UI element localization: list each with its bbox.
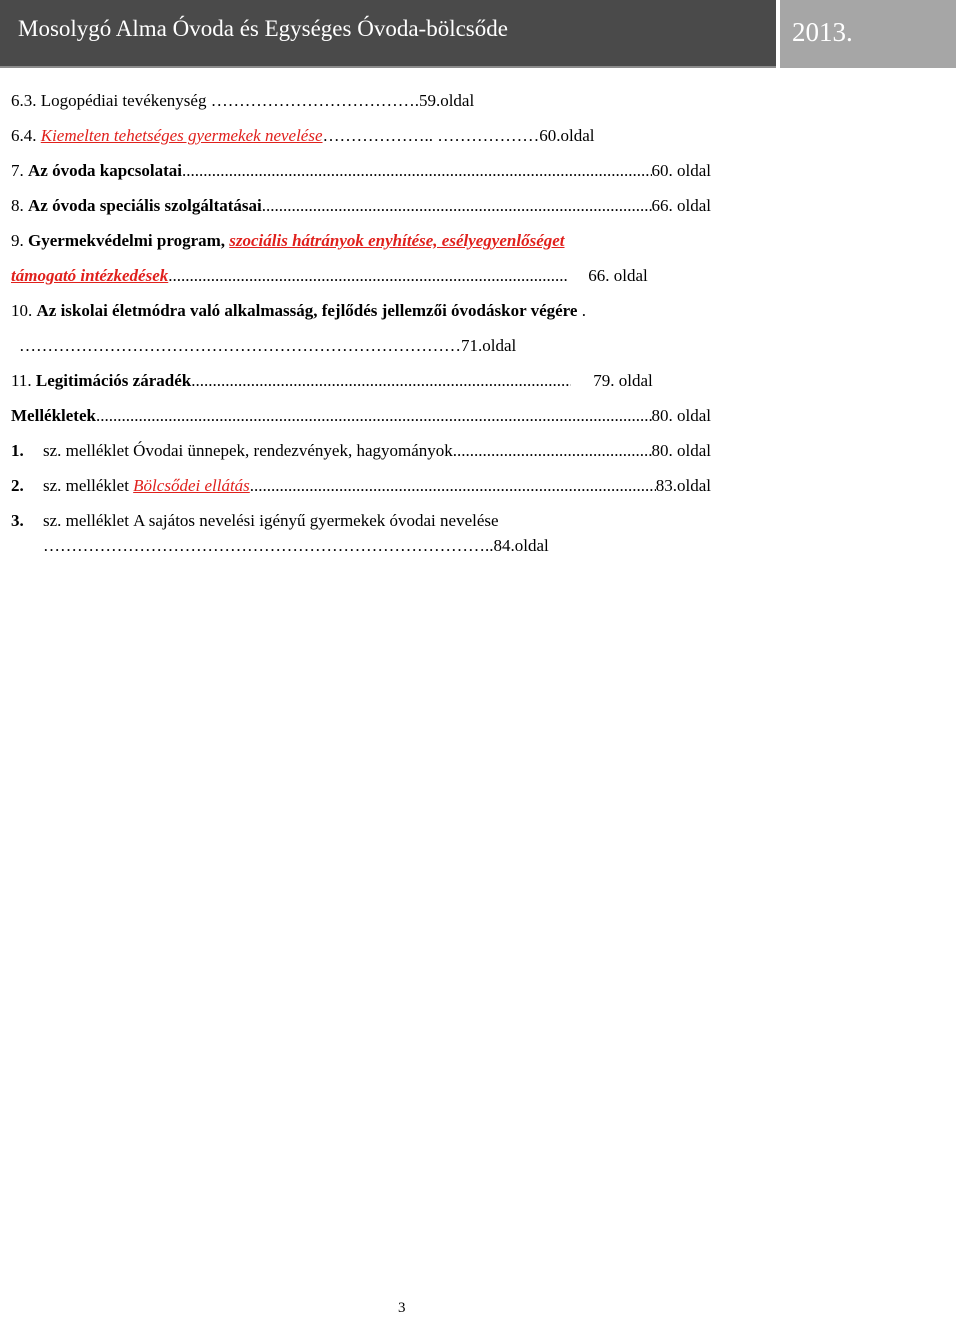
- toc-entry-number: 1.: [11, 441, 24, 460]
- toc-entry-title: Gyermekvédelmi program,: [28, 231, 226, 250]
- page-header: [0, 0, 960, 70]
- toc-entry-page: 84.oldal: [493, 536, 549, 555]
- toc-entry-page: 83.oldal: [655, 476, 711, 495]
- toc-entry-appendix-1[interactable]: [11, 438, 711, 464]
- toc-entry-appendices[interactable]: [11, 403, 711, 429]
- toc-entry-leader: [262, 193, 652, 219]
- toc-entry-appendix-2[interactable]: [11, 473, 711, 499]
- toc-entry-label: sz. melléklet: [43, 511, 129, 530]
- toc-entry-number: 11.: [11, 371, 32, 390]
- toc-entry-link[interactable]: Kiemelten tehetséges gyermekek nevelése: [40, 126, 323, 145]
- toc-entry-number: 6.3.: [11, 91, 37, 110]
- toc-entry-title: Legitimációs záradék: [35, 371, 192, 390]
- toc-entry-title: Az óvoda kapcsolatai: [28, 161, 182, 180]
- toc-entry-label: sz. melléklet: [43, 441, 129, 460]
- header-title: Mosolygó Alma Óvoda és Egységes Óvoda-bölcsőde: [0, 0, 776, 68]
- toc-entry-link[interactable]: szociális hátrányok enyhítése, esélyegyenlőséget: [229, 231, 565, 250]
- toc-entry-7[interactable]: [11, 158, 711, 184]
- toc-entry-leader: [453, 438, 652, 464]
- toc-entry-9[interactable]: [11, 228, 711, 254]
- toc-entry-title: Az óvoda speciális szolgáltatásai: [28, 196, 262, 215]
- toc-entry-leader: ……………………………….: [210, 91, 419, 110]
- toc-entry-appendix-3[interactable]: [11, 508, 711, 534]
- toc-entry-trail: .: [581, 301, 586, 320]
- toc-entry-10-cont[interactable]: [11, 333, 711, 359]
- toc-entry-title: Logopédiai tevékenység: [40, 91, 207, 110]
- header-year: 2013.: [780, 0, 956, 68]
- toc-entry-page: 80. oldal: [651, 406, 711, 425]
- toc-entry-leader: ……………………………………………………………………: [19, 336, 461, 355]
- toc-entry-leader: [96, 403, 652, 429]
- toc-entry-8[interactable]: [11, 193, 711, 219]
- toc-entry-leader: [250, 473, 656, 499]
- toc-entry-number: 3.: [11, 511, 24, 530]
- toc-entry-10[interactable]: [11, 298, 711, 324]
- toc-entry-page: 79. oldal: [593, 371, 653, 390]
- toc-entry-page: 71.oldal: [461, 336, 517, 355]
- toc-entry-9-cont[interactable]: [11, 263, 711, 289]
- toc-entry-page: 80. oldal: [651, 441, 711, 460]
- toc-entry-number: 7.: [11, 161, 24, 180]
- toc-entry-page: 59.oldal: [418, 91, 475, 110]
- toc-entry-number: 9.: [11, 231, 24, 250]
- toc-entry-link[interactable]: támogató intézkedések: [11, 266, 169, 285]
- toc-entry-page: 66. oldal: [588, 266, 648, 285]
- toc-entry-title: Az iskolai életmódra való alkalmasság, fejlődés jellemzői óvodáskor végére: [36, 301, 578, 320]
- toc-entry-leader: ……………….. ………………: [322, 126, 540, 145]
- toc-entry-title: A sajátos nevelési igényű gyermekek óvodai nevelése: [133, 511, 499, 530]
- toc-entry-11[interactable]: [11, 368, 711, 394]
- toc-entry-title: Mellékletek: [11, 406, 96, 425]
- toc-entry-6-4[interactable]: [11, 123, 711, 149]
- toc-entry-link[interactable]: Bölcsődei ellátás: [133, 476, 250, 495]
- toc-entry-page: 60.oldal: [539, 126, 595, 145]
- toc-entry-number: 8.: [11, 196, 24, 215]
- toc-entry-page: 60. oldal: [651, 161, 711, 180]
- toc-entry-leader: ……………………………………………………………………..: [43, 536, 494, 555]
- toc-entry-number: 6.4.: [11, 126, 37, 145]
- toc-entry-appendix-3-cont[interactable]: [11, 533, 711, 559]
- page-number: 3: [398, 1300, 406, 1316]
- toc-entry-label: sz. melléklet: [43, 476, 129, 495]
- toc-entry-title: Óvodai ünnepek, rendezvények, hagyományok: [133, 441, 453, 460]
- toc-entry-leader: [168, 263, 568, 289]
- toc-entry-leader: [191, 368, 571, 394]
- toc-entry-leader: [182, 158, 652, 184]
- toc-entry-number: 2.: [11, 476, 24, 495]
- toc-entry-number: 10.: [11, 301, 33, 320]
- toc-entry-6-3[interactable]: [11, 88, 711, 114]
- toc-entry-page: 66. oldal: [651, 196, 711, 215]
